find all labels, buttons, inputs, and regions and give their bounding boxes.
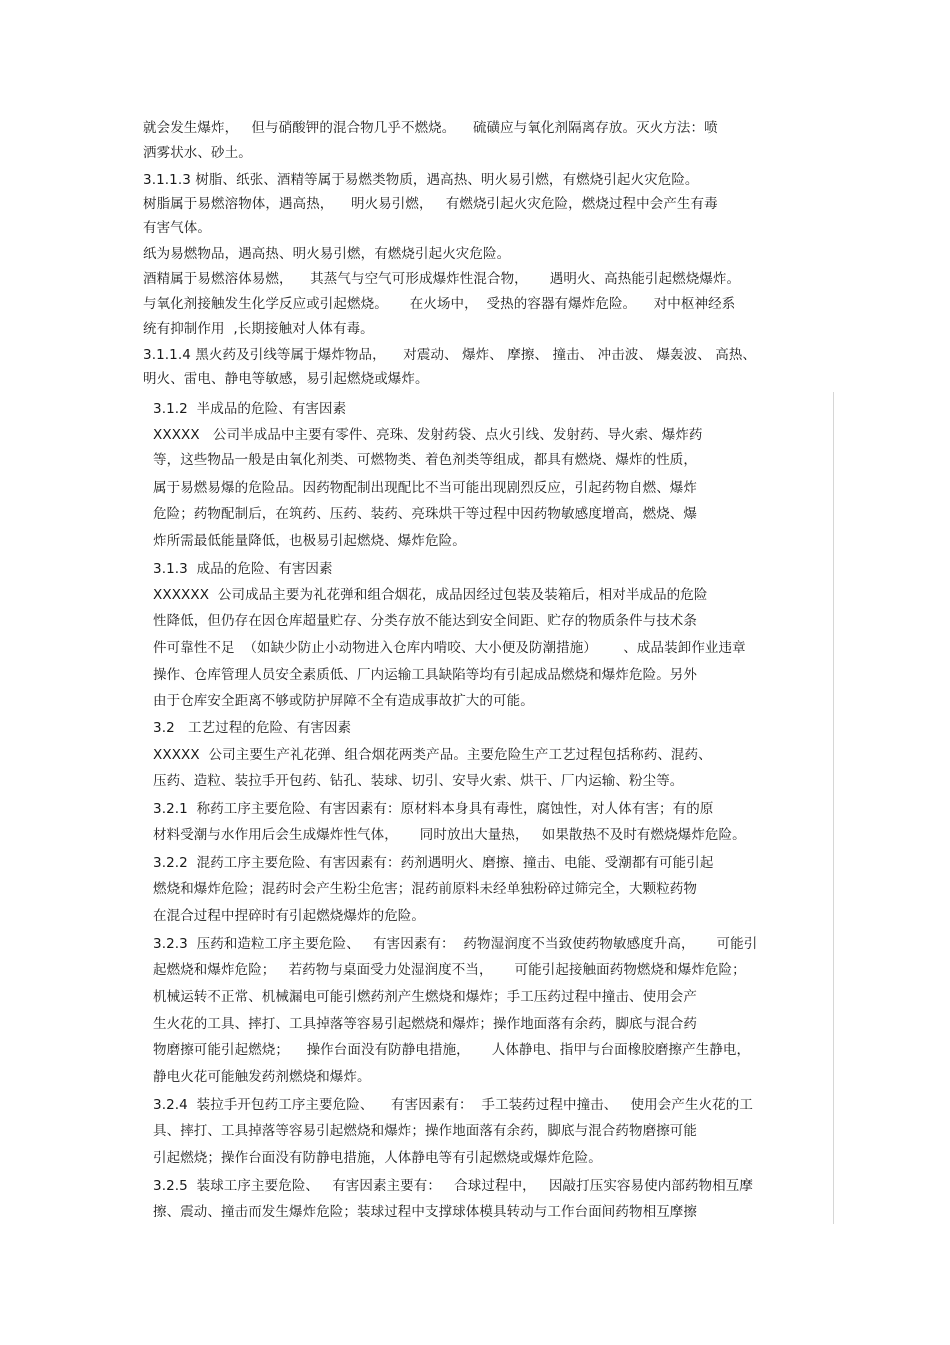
text-line: 材料受潮与水作用后会生成爆炸性气体， 同时放出大量热， 如果散热不及时有燃烧爆炸危险。: [153, 827, 746, 843]
text-line: XXXXX 公司主要生产礼花弹、组合烟花两类产品。主要危险生产工艺过程包括称药、混药、: [153, 747, 712, 763]
text-line: 燃烧和爆炸危险；混药时会产生粉尘危害；混药前原料未经单独粉碎过筛完全，大颗粒药物: [153, 881, 697, 897]
right-margin-rule: [833, 392, 834, 1224]
text-line: 静电火花可能触发药剂燃烧和爆炸。: [153, 1069, 371, 1085]
section-heading-3-2-1: 3.2.1 称药工序主要危险、有害因素有：原材料本身具有毒性，腐蚀性，对人体有害；有的原: [153, 801, 714, 817]
text-line: 起燃烧和爆炸危险； 若药物与桌面受力处湿润度不当， 可能引起接触面药物燃烧和爆炸危险；: [153, 962, 746, 978]
text-line: 机械运转不正常、机械漏电可能引燃药剂产生燃烧和爆炸；手工压药过程中撞击、使用会产: [153, 989, 697, 1005]
section-heading-3-2: 3.2 工艺过程的危险、有害因素: [153, 720, 352, 736]
text-line: 有害气体。: [143, 220, 211, 236]
text-line: 操作、仓库管理人员安全素质低、厂内运输工具缺陷等均有引起成品燃烧和爆炸危险。另外: [153, 667, 697, 683]
text-line: 在混合过程中捏碎时有引起燃烧爆炸的危险。: [153, 908, 425, 924]
text-line: 明火、雷电、静电等敏感，易引起燃烧或爆炸。: [143, 371, 429, 387]
text-line: 炸所需最低能量降低，也极易引起燃烧、爆炸危险。: [153, 533, 466, 549]
text-line: 属于易燃易爆的危险品。因药物配制出现配比不当可能出现剧烈反应，引起药物自燃、爆炸: [153, 480, 697, 496]
text-line: 等，这些物品一般是由氧化剂类、可燃物类、着色剂类等组成，都具有燃烧、爆炸的性质，: [153, 452, 697, 468]
text-line: 洒雾状水、砂土。: [143, 145, 252, 161]
text-line: 与氧化剂接触发生化学反应或引起燃烧。 在火场中， 受热的容器有爆炸危险。 对中枢神经系: [143, 296, 736, 312]
text-line: XXXXX 公司半成品中主要有零件、亮珠、发射药袋、点火引线、发射药、导火索、爆炸药: [153, 427, 703, 443]
text-line: 纸为易燃物品，遇高热、明火易引燃，有燃烧引起火灾危险。: [143, 246, 511, 262]
text-line: XXXXXX 公司成品主要为礼花弹和组合烟花，成品因经过包装及装箱后，相对半成品的危险: [153, 587, 708, 603]
text-line: 树脂属于易燃溶物体，遇高热， 明火易引燃， 有燃烧引起火灾危险，燃烧过程中会产生有毒: [143, 196, 718, 212]
text-line: 就会发生爆炸， 但与硝酸钾的混合物几乎不燃烧。 硫磺应与氧化剂隔离存放。灭火方法：喷: [143, 120, 718, 136]
section-heading-3-2-3: 3.2.3 压药和造粒工序主要危险、 有害因素有： 药物湿润度不当致使药物敏感度升高， 可能引: [153, 936, 758, 952]
text-line: 生火花的工具、摔打、工具掉落等容易引起燃烧和爆炸；操作地面落有余药，脚底与混合药: [153, 1016, 697, 1032]
text-line: 酒精属于易燃溶体易燃， 其蒸气与空气可形成爆炸性混合物， 遇明火、高热能引起燃烧爆炸。: [143, 271, 741, 287]
section-heading-3-1-1-4: 3.1.1.4 黑火药及引线等属于爆炸物品， 对震动、 爆炸、 摩擦、 撞击、 冲击波、 爆轰波、 高热、: [143, 347, 757, 363]
text-line: 压药、造粒、装拉手开包药、钻孔、装球、切引、安导火索、烘干、厂内运输、粉尘等。: [153, 773, 684, 789]
text-line: 具、摔打、工具掉落等容易引起燃烧和爆炸；操作地面落有余药，脚底与混合药物磨擦可能: [153, 1123, 697, 1139]
text-line: 件可靠性不足 （如缺少防止小动物进入仓库内啃咬、大小便及防潮措施） 、成品装卸作业违章: [153, 640, 746, 656]
section-heading-3-1-1-3: 3.1.1.3 树脂、纸张、酒精等属于易燃类物质，遇高热、明火易引燃，有燃烧引起火灾危险。: [143, 172, 699, 188]
text-line: 由于仓库安全距离不够或防护屏障不全有造成事故扩大的可能。: [153, 693, 534, 709]
section-heading-3-2-2: 3.2.2 混药工序主要危险、有害因素有：药剂遇明火、磨擦、撞击、电能、受潮都有可能引起: [153, 855, 714, 871]
text-line: 擦、震动、撞击而发生爆炸危险；装球过程中支撑球体模具转动与工作台面间药物相互摩擦: [153, 1204, 697, 1220]
text-line: 统有抑制作用 ,长期接触对人体有毒。: [143, 321, 374, 337]
section-heading-3-2-4: 3.2.4 装拉手开包药工序主要危险、 有害因素有： 手工装药过程中撞击、 使用会产生火花的工: [153, 1097, 753, 1113]
section-heading-3-2-5: 3.2.5 装球工序主要危险、 有害因素主要有： 合球过程中， 因敲打压实容易使内部药物相互摩: [153, 1178, 753, 1194]
text-line: 引起燃烧；操作台面没有防静电措施，人体静电等有引起燃烧或爆炸危险。: [153, 1150, 602, 1166]
section-heading-3-1-3: 3.1.3 成品的危险、有害因素: [153, 561, 333, 577]
text-line: 危险；药物配制后，在筑药、压药、装药、亮珠烘干等过程中因药物敏感度增高，燃烧、爆: [153, 506, 697, 522]
text-line: 性降低，但仍存在因仓库超量贮存、分类存放不能达到安全间距、贮存的物质条件与技术条: [153, 613, 697, 629]
text-line: 物磨擦可能引起燃烧； 操作台面没有防静电措施， 人体静电、指甲与台面橡胶磨擦产生静电，: [153, 1042, 751, 1058]
section-heading-3-1-2: 3.1.2 半成品的危险、有害因素: [153, 401, 347, 417]
